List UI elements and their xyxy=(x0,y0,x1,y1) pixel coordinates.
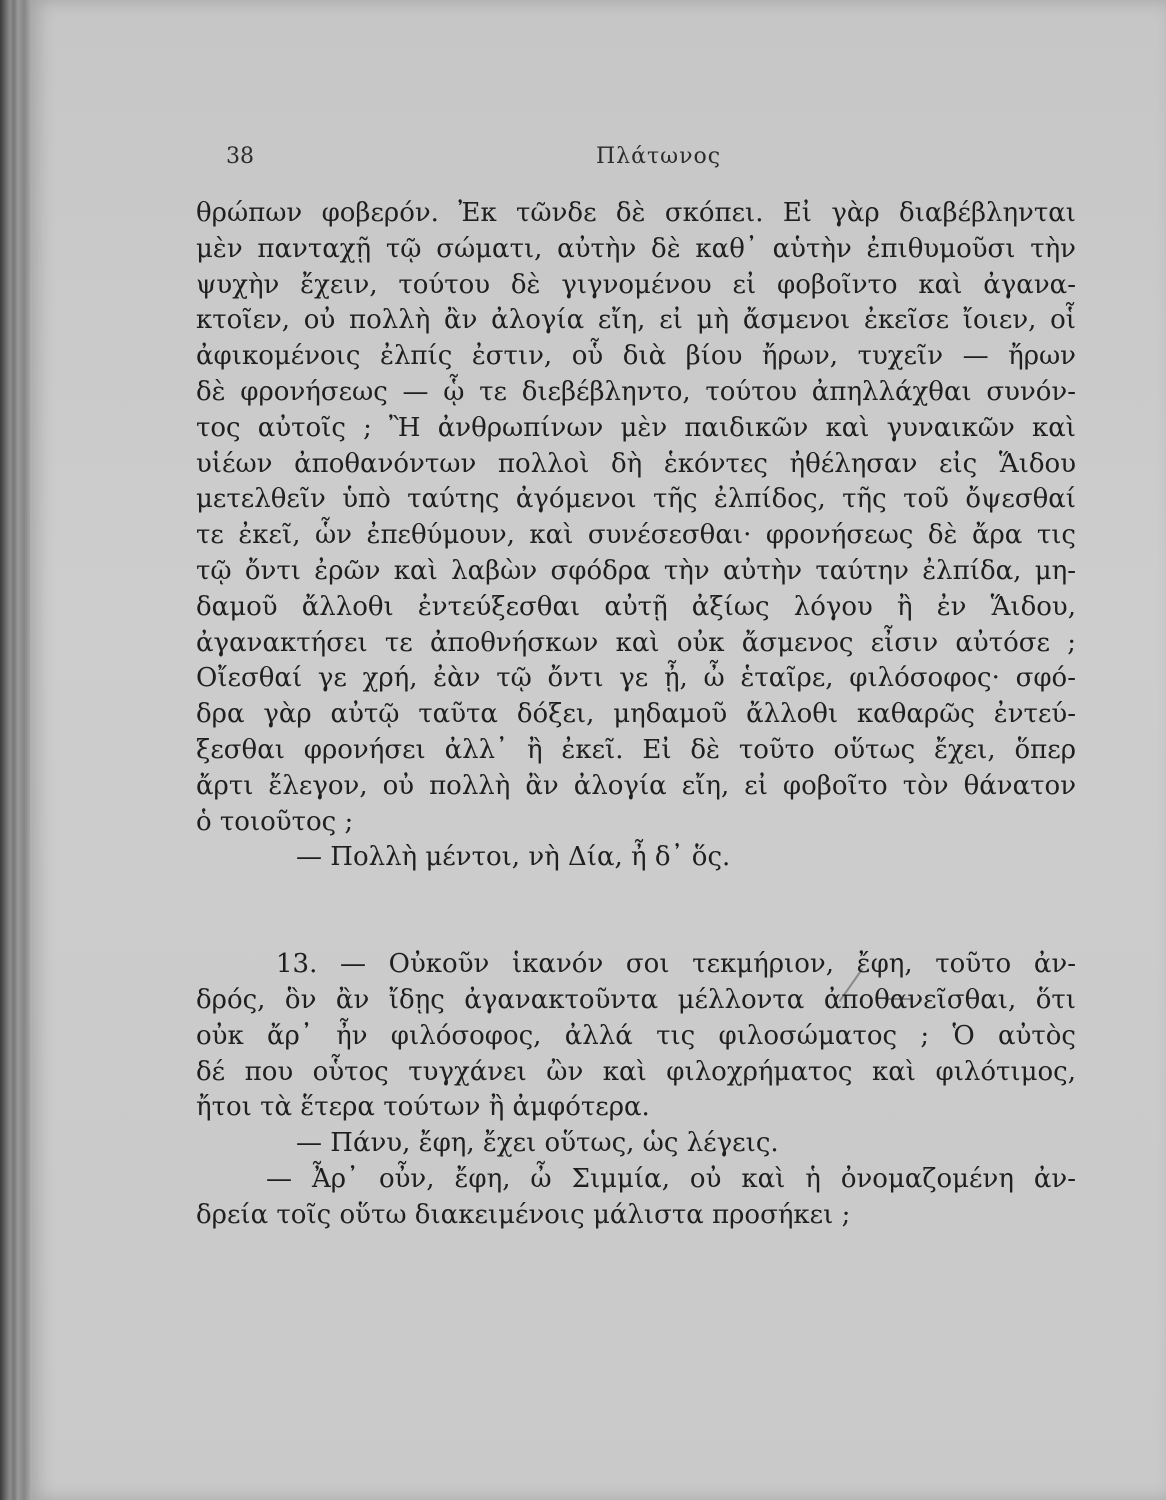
text-line: οὐκ ἄρ᾽ ἦν φιλόσοφος, ἀλλά τις φιλοσώματος ; Ὁ αὐτὸς xyxy=(196,1020,1076,1051)
text-line: τῷ ὄντι ἐρῶν καὶ λαβὼν σφόδρα τὴν αὐτὴν ταύτην ἐλπίδα, μη- xyxy=(196,555,1076,586)
page-text xyxy=(196,196,1076,1234)
text-line: μετελθεῖν ὑπὸ ταύτης ἀγόμενοι τῆς ἐλπίδος, τῆς τοῦ ὄψεσθαί xyxy=(196,484,1076,515)
text-line: κτοῖεν, οὐ πολλὴ ἂν ἀλογία εἴη, εἰ μὴ ἄσμενοι ἐκεῖσε ἴοιεν, οἷ xyxy=(196,305,1076,336)
page-number: 38 xyxy=(226,144,254,169)
text-line: ὁ τοιοῦτος ; xyxy=(196,806,354,837)
text-line: ἄρτι ἔλεγον, οὐ πολλὴ ἂν ἀλογία εἴη, εἰ φοβοῖτο τὸν θάνατον xyxy=(196,770,1076,801)
page-header xyxy=(226,136,1086,176)
text-line: ἀφικομένοις ἐλπίς ἐστιν, οὗ διὰ βίου ἤρων, τυχεῖν — ἤρων xyxy=(196,341,1076,372)
text-line: δρός, ὃν ἂν ἴδῃς ἀγανακτοῦντα μέλλοντα ἀποθανεῖσθαι, ὅτι xyxy=(196,984,1076,1015)
running-head: Πλάτωνος xyxy=(596,144,722,169)
text-line: τε ἐκεῖ, ὧν ἐπεθύμουν, καὶ συνέσεσθαι· φρονήσεως δὲ ἄρα τις xyxy=(196,520,1076,551)
text-line: Οἴεσθαί γε χρή, ἐὰν τῷ ὄντι γε ᾖ, ὦ ἑταῖρε, φιλόσοφος· σφό- xyxy=(196,663,1076,694)
text-line: υἱέων ἀποθανόντων πολλοὶ δὴ ἑκόντες ἠθέλησαν εἰς Ἅιδου xyxy=(196,448,1076,479)
dialogue-reply: — Πολλὴ μέντοι, νὴ Δία, ἦ δ᾽ ὅς. xyxy=(296,842,731,873)
text-line: θρώπων φοβερόν. Ἐκ τῶνδε δὲ σκόπει. Εἰ γὰρ διαβέβληνται xyxy=(196,198,1076,228)
text-line: δέ που οὗτος τυγχάνει ὢν καὶ φιλοχρήματος καὶ φιλότιμος, xyxy=(196,1056,1076,1087)
text-line: ἤτοι τὰ ἕτερα τούτων ἢ ἀμφότερα. xyxy=(196,1092,650,1123)
text-line: δὲ φρονήσεως — ᾧ τε διεβέβληντο, τούτου ἀπηλλάχθαι συνόν- xyxy=(196,376,1076,407)
dialogue-question xyxy=(196,1162,1076,1234)
text-line: μὲν πανταχῇ τῷ σώματι, αὐτὴν δὲ καθ᾽ αὑτὴν ἐπιθυμοῦσι τὴν xyxy=(196,233,1076,264)
section-13 xyxy=(196,947,1076,1126)
text-line: δαμοῦ ἄλλοθι ἐντεύξεσθαι αὐτῇ ἀξίως λόγου ἢ ἐν Ἅιδου, xyxy=(196,591,1076,622)
dialogue-reply: — Πάνυ, ἔφη, ἔχει οὕτως, ὡς λέγεις. xyxy=(296,1128,779,1159)
text-line: τος αὐτοῖς ; Ἢ ἀνθρωπίνων μὲν παιδικῶν καὶ γυναικῶν καὶ xyxy=(196,412,1076,443)
text-line: ψυχὴν ἔχειν, τούτου δὲ γιγνομένου εἰ φοβοῖντο καὶ ἀγανα- xyxy=(196,269,1076,300)
text-line: δρεία τοῖς οὕτω διακειμένοις μάλιστα προσήκει ; xyxy=(196,1199,851,1230)
paragraph xyxy=(196,196,1076,840)
text-line: ξεσθαι φρονήσει ἀλλ᾽ ἢ ἐκεῖ. Εἰ δὲ τοῦτο οὕτως ἔχει, ὅπερ xyxy=(196,734,1076,765)
section-gap xyxy=(196,876,1076,947)
text-line: — Ἆρ᾽ οὖν, ἔφη, ὦ Σιμμία, οὐ καὶ ἡ ὀνομαζομένη ἀν- xyxy=(266,1163,1076,1194)
text-line: δρα γὰρ αὐτῷ ταῦτα δόξει, μηδαμοῦ ἄλλοθι καθαρῶς ἐντεύ- xyxy=(196,699,1076,730)
section-heading-line: 13. — Οὐκοῦν ἱκανόν σοι τεκμήριον, ἔφη, τοῦτο ἀν- xyxy=(276,949,1076,980)
text-line: ἀγανακτήσει τε ἀποθνήσκων καὶ οὐκ ἄσμενος εἶσιν αὐτόσε ; xyxy=(196,627,1076,658)
